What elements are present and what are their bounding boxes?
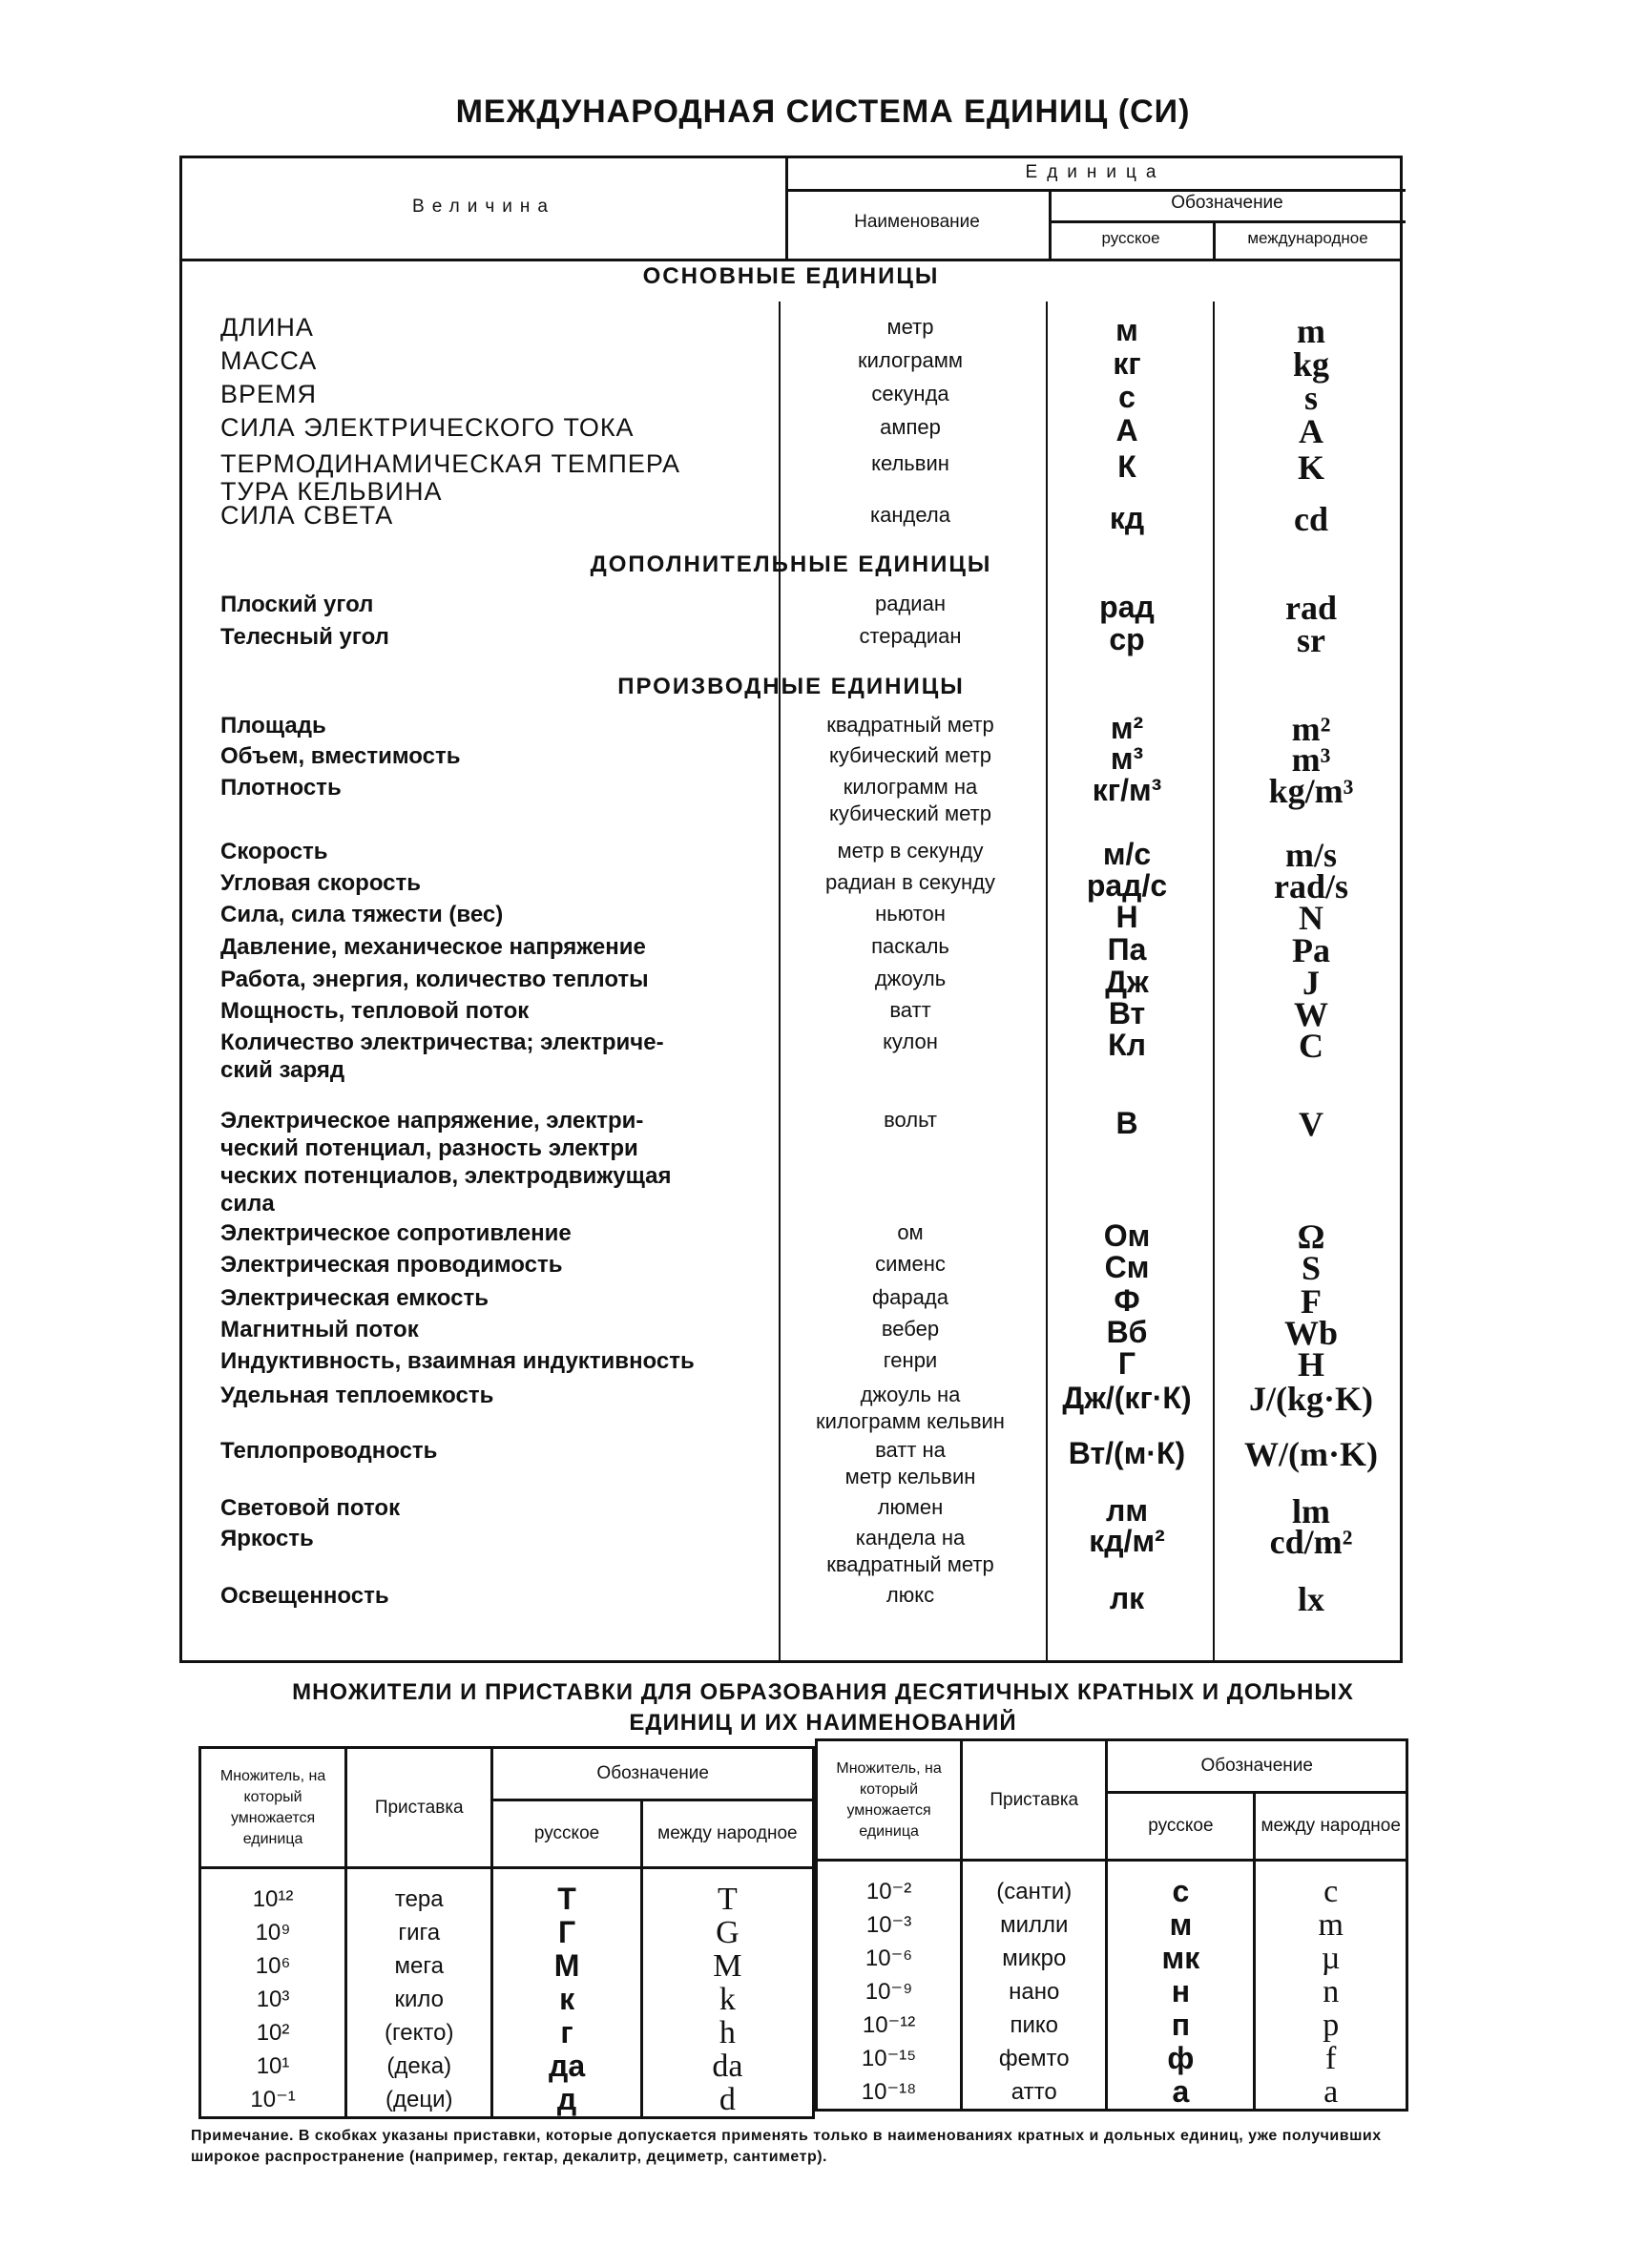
quantity-name-line: ВРЕМЯ [220, 380, 318, 408]
unit-name [785, 502, 1035, 529]
russian-symbol: п [1107, 2008, 1255, 2042]
quantity-name-line: Освещенность [220, 1583, 389, 1609]
unit-name [785, 591, 1035, 617]
prefix-row [817, 2008, 1407, 2042]
header-unit: Единица [1025, 162, 1166, 182]
russian-symbol: кд [1109, 501, 1145, 535]
quantity-name-line: Магнитный поток [220, 1317, 419, 1342]
quantity-name-line: Световой поток [220, 1495, 401, 1521]
header-russian: русское [1101, 229, 1160, 247]
international-symbol: H [1297, 1345, 1324, 1384]
prefix-left-header-prefix: Приставка [346, 1748, 492, 1868]
russian-symbol: Г [492, 1916, 641, 1949]
quantity-name-line: Давление, механическое напряжение [220, 934, 646, 960]
russian-symbol: Дж [1105, 965, 1149, 999]
international-symbol: µ [1255, 1942, 1407, 1975]
unit-name-line: кубический метр [829, 801, 991, 825]
unit-name [785, 1219, 1035, 1246]
international-symbol: da [641, 2050, 813, 2083]
prefix-row [200, 2083, 814, 2118]
russian-symbol: н [1107, 1975, 1255, 2008]
quantity-name-line: сила [220, 1191, 275, 1217]
international-symbol: W/(m·K) [1244, 1435, 1378, 1473]
russian-symbol: Н [1115, 900, 1138, 934]
international-symbol: C [1299, 1027, 1323, 1065]
si-units-table [179, 156, 1403, 1663]
international-symbol: G [641, 1916, 813, 1949]
unit-name-line: генри [883, 1348, 938, 1372]
international-symbol: m [1255, 1908, 1407, 1942]
international-symbol: W [1294, 995, 1328, 1033]
international-symbol: n [1255, 1975, 1407, 2008]
prefix-left-header-multiplier: Множитель, на который умножается единица [200, 1748, 346, 1868]
unit-name-line: кубический метр [829, 743, 991, 767]
unit-name [785, 414, 1035, 441]
russian-symbol: м² [1110, 711, 1144, 745]
prefix-name: тера [346, 1868, 492, 1917]
russian-symbol: да [492, 2050, 641, 2083]
unit-name [785, 1316, 1035, 1342]
unit-name-line: ватт [889, 998, 931, 1022]
multiplier: 10⁻¹⁸ [817, 2075, 962, 2111]
russian-symbol: м³ [1110, 741, 1144, 776]
quantity-name-line: Электрическая емкость [220, 1285, 489, 1311]
multiplier: 10¹² [200, 1868, 346, 1917]
russian-symbol: с [1107, 1861, 1255, 1909]
prefix-right-header-multiplier: Множитель, на который умножается единица [817, 1740, 962, 1861]
quantity-name-line: МАССА [220, 346, 318, 375]
multiplier: 10⁻⁶ [817, 1942, 962, 1975]
russian-symbol: Ом [1103, 1218, 1151, 1253]
quantity-name-line: Мощность, тепловой поток [220, 998, 530, 1024]
section-base-units: ОСНОВНЫЕ ЕДИНИЦЫ [642, 263, 940, 289]
unit-name-line: кандела [870, 503, 950, 527]
multiplier: 10⁹ [200, 1916, 346, 1949]
unit-name [785, 901, 1035, 927]
quantity-name-line: Скорость [220, 839, 328, 864]
prefix-row [200, 2050, 814, 2083]
page-title: МЕЖДУНАРОДНАЯ СИСТЕМА ЕДИНИЦ (СИ) [455, 94, 1191, 130]
unit-name-line: кулон [883, 1030, 938, 1053]
unit-name [785, 1494, 1035, 1521]
prefix-name: (гекто) [346, 2016, 492, 2050]
quantity-name-line: СИЛА СВЕТА [220, 501, 394, 530]
multiplier: 10⁻¹² [817, 2008, 962, 2042]
prefix-row [817, 1861, 1407, 1909]
international-symbol: m [1297, 312, 1325, 350]
multiplier: 10¹ [200, 2050, 346, 2083]
multiplier: 10⁻¹ [200, 2083, 346, 2118]
unit-name-line: сименс [875, 1252, 946, 1276]
prefix-title-line-2: ЕДИНИЦ И ИХ НАИМЕНОВАНИЙ [629, 1710, 1017, 1736]
prefix-row [817, 1975, 1407, 2008]
unit-name-line: паскаль [871, 934, 949, 958]
prefix-table-left [198, 1746, 815, 2119]
unit-name [785, 1347, 1035, 1374]
unit-name [785, 869, 1035, 896]
unit-name-line: ом [897, 1220, 924, 1244]
prefix-row [817, 1942, 1407, 1975]
prefix-row [200, 1868, 814, 1917]
russian-symbol: Вт [1108, 996, 1146, 1030]
quantity-name-line: ческий потенциал, разность электри [220, 1135, 638, 1161]
header-international: международное [1247, 229, 1368, 247]
prefix-left-header-russian: русское [492, 1800, 641, 1868]
prefix-row [200, 2016, 814, 2050]
quantity-name-line: ТЕРМОДИНАМИЧЕСКАЯ ТЕМПЕРА [220, 449, 681, 478]
russian-symbol: Т [492, 1868, 641, 1917]
russian-symbol: Кл [1108, 1028, 1146, 1062]
russian-symbol: А [1115, 413, 1138, 447]
international-symbol: V [1299, 1105, 1323, 1143]
quantity-name-line: Электрическое напряжение, электри- [220, 1108, 644, 1134]
header-quantity: Величина [412, 197, 555, 217]
international-symbol: M [641, 1949, 813, 1983]
international-symbol: cd [1294, 500, 1328, 538]
unit-name [785, 742, 1035, 769]
international-symbol: h [641, 2016, 813, 2050]
russian-symbol: См [1104, 1250, 1150, 1284]
quantity-name-line: СИЛА ЭЛЕКТРИЧЕСКОГО ТОКА [220, 413, 635, 442]
multiplier: 10⁶ [200, 1949, 346, 1983]
quantity-name-line: Индуктивность, взаимная индуктивность [220, 1348, 695, 1374]
russian-symbol: рад [1099, 590, 1155, 624]
unit-name-line: квадратный метр [826, 713, 994, 737]
prefix-right-header-symbol: Обозначение [1107, 1740, 1407, 1793]
international-symbol: lm [1292, 1492, 1330, 1530]
russian-symbol: лм [1106, 1493, 1148, 1528]
russian-symbol: с [1118, 380, 1136, 414]
russian-symbol: К [1117, 449, 1136, 484]
prefix-right-header-russian: русское [1107, 1793, 1255, 1861]
international-symbol: kg/m³ [1268, 772, 1354, 810]
prefix-name: милли [962, 1908, 1107, 1942]
prefix-row [817, 2075, 1407, 2111]
unit-name [785, 1437, 1035, 1490]
unit-name-line: стерадиан [859, 624, 962, 648]
russian-symbol: ф [1107, 2042, 1255, 2075]
section-derived-units: ПРОИЗВОДНЫЕ ЕДИНИЦЫ [617, 674, 965, 699]
prefix-name: микро [962, 1942, 1107, 1975]
unit-name-line: джоуль на [860, 1383, 961, 1406]
international-symbol: F [1301, 1282, 1322, 1321]
prefix-name: кило [346, 1983, 492, 2016]
russian-symbol: к [492, 1983, 641, 2016]
russian-symbol: Вб [1106, 1315, 1148, 1349]
international-symbol: m/s [1285, 836, 1337, 874]
russian-symbol: д [492, 2083, 641, 2118]
unit-name [785, 623, 1035, 650]
section-supplementary-units: ДОПОЛНИТЕЛЬНЫЕ ЕДИНИЦЫ [590, 551, 992, 577]
unit-name [785, 1029, 1035, 1055]
unit-name [785, 774, 1035, 827]
international-symbol: A [1299, 412, 1323, 450]
unit-name-line: джоуль [874, 967, 947, 990]
unit-name-line: люкс [886, 1583, 935, 1607]
multiplier: 10² [200, 2016, 346, 2050]
international-symbol: S [1301, 1249, 1322, 1287]
russian-symbol: В [1115, 1106, 1138, 1140]
prefix-name: гига [346, 1916, 492, 1949]
international-symbol: m³ [1291, 740, 1331, 779]
quantity-name-line: Электрическое сопротивление [220, 1220, 572, 1246]
international-symbol: J/(kg·K) [1248, 1380, 1373, 1418]
quantity-name-line: ДЛИНА [220, 313, 314, 342]
russian-symbol: м/с [1102, 837, 1152, 871]
quantity-name-line: Телесный угол [220, 624, 389, 650]
russian-symbol: Ф [1114, 1283, 1140, 1318]
international-symbol: Pa [1292, 931, 1330, 969]
unit-name-line: радиан в секунду [825, 870, 995, 894]
quantity-name-line: Площадь [220, 713, 326, 739]
prefix-name: фемто [962, 2042, 1107, 2075]
unit-name-line: люмен [877, 1495, 944, 1519]
russian-symbol: кг/м³ [1092, 773, 1162, 807]
prefix-left-header-international: между народное [641, 1800, 813, 1868]
multiplier: 10³ [200, 1983, 346, 2016]
prefix-row [200, 1983, 814, 2016]
quantity-name-line: Угловая скорость [220, 870, 422, 896]
unit-name-line: кельвин [871, 451, 949, 475]
russian-symbol: м [1107, 1908, 1255, 1942]
unit-name-line: килограмм на [843, 775, 978, 799]
international-symbol: N [1299, 899, 1323, 937]
multiplier: 10⁻³ [817, 1908, 962, 1942]
quantity-name-line: ТУРА КЕЛЬВИНА [220, 477, 443, 506]
quantity-name-line: Количество электричества; электриче- [220, 1030, 664, 1055]
multiplier: 10⁻¹⁵ [817, 2042, 962, 2075]
international-symbol: c [1255, 1861, 1407, 1909]
prefix-name: (санти) [962, 1861, 1107, 1909]
international-symbol: k [641, 1983, 813, 2016]
unit-name-line: метр [886, 315, 934, 339]
unit-name-line: вебер [881, 1317, 940, 1341]
unit-name-line: радиан [875, 592, 946, 615]
international-symbol: Ω [1297, 1217, 1325, 1256]
header-symbol: Обозначение [1171, 193, 1283, 213]
header-name: Наименование [854, 212, 980, 232]
quantity-name-line: Электрическая проводимость [220, 1252, 563, 1278]
prefix-name: (деци) [346, 2083, 492, 2118]
russian-symbol: Г [1117, 1346, 1136, 1381]
prefix-row [200, 1949, 814, 1983]
unit-name [785, 1251, 1035, 1278]
prefix-row [200, 1916, 814, 1949]
unit-name [785, 1582, 1035, 1609]
unit-name-line: ватт на [875, 1438, 946, 1462]
unit-name [785, 347, 1035, 374]
unit-name [785, 314, 1035, 341]
unit-name-line: килограмм кельвин [816, 1409, 1005, 1433]
quantity-name-line: ский заряд [220, 1057, 345, 1083]
russian-symbol: лк [1109, 1581, 1145, 1615]
international-symbol: lx [1297, 1580, 1324, 1618]
unit-name [785, 1284, 1035, 1311]
quantity-name-line: Плотность [220, 775, 342, 801]
unit-name-line: метр в секунду [837, 839, 984, 863]
unit-name [785, 838, 1035, 864]
international-symbol: cd/m² [1269, 1523, 1353, 1561]
prefix-name: (дека) [346, 2050, 492, 2083]
prefix-name: нано [962, 1975, 1107, 2008]
international-symbol: m² [1291, 710, 1331, 748]
unit-name-line: секунда [871, 382, 949, 406]
russian-symbol: м [1115, 313, 1138, 347]
quantity-name-line: ческих потенциалов, электродвижущая [220, 1163, 672, 1189]
prefix-table-right [815, 1738, 1408, 2112]
russian-symbol: кг [1113, 346, 1141, 381]
quantity-name-line: Удельная теплоемкость [220, 1383, 494, 1408]
unit-name [785, 1382, 1035, 1435]
international-symbol: p [1255, 2008, 1407, 2042]
unit-name-line: метр кельвин [844, 1465, 976, 1488]
unit-name [785, 997, 1035, 1024]
unit-name-line: ампер [880, 415, 941, 439]
quantity-name-line: Плоский угол [220, 592, 374, 617]
international-symbol: sr [1297, 621, 1325, 659]
international-symbol: s [1303, 379, 1318, 417]
international-symbol: f [1255, 2042, 1407, 2075]
russian-symbol: ср [1109, 622, 1145, 656]
quantity-name-line: Работа, энергия, количество теплоты [220, 967, 649, 992]
unit-name [785, 381, 1035, 407]
international-symbol: rad/s [1273, 867, 1348, 905]
russian-symbol: г [492, 2016, 641, 2050]
prefix-name: мега [346, 1949, 492, 1983]
international-symbol: kg [1292, 345, 1330, 384]
russian-symbol: Дж/(кг·К) [1062, 1381, 1192, 1415]
russian-symbol: Па [1107, 932, 1147, 967]
international-symbol: K [1297, 448, 1324, 487]
prefix-left-header-symbol: Обозначение [492, 1748, 814, 1800]
unit-name [785, 933, 1035, 960]
international-symbol: J [1302, 964, 1320, 1002]
russian-symbol: мк [1107, 1942, 1255, 1975]
international-symbol: d [641, 2083, 813, 2118]
russian-symbol: а [1107, 2075, 1255, 2111]
prefix-right-header-prefix: Приставка [962, 1740, 1107, 1861]
international-symbol: Wb [1283, 1314, 1339, 1352]
russian-symbol: М [492, 1949, 641, 1983]
prefix-title-line-1: МНОЖИТЕЛИ И ПРИСТАВКИ ДЛЯ ОБРАЗОВАНИЯ ДЕСЯТИЧНЫХ КРАТНЫХ И ДОЛЬНЫХ [292, 1679, 1354, 1705]
prefix-row [817, 2042, 1407, 2075]
multiplier: 10⁻⁹ [817, 1975, 962, 2008]
quantity-name-line: Сила, сила тяжести (вес) [220, 902, 504, 927]
russian-symbol: рад/с [1086, 868, 1168, 903]
unit-name-line: вольт [884, 1108, 937, 1132]
international-symbol: T [641, 1868, 813, 1917]
unit-name [785, 450, 1035, 477]
unit-name [785, 712, 1035, 739]
footnote: Примечание. В скобках указаны приставки, которые допускается применять только в наименованиях кратных и дольных единиц, уже получивших широкое распространение (например, гектар, декалитр, дециметр, сантиметр). [191, 2128, 1382, 2165]
russian-symbol: Вт/(м·К) [1068, 1436, 1186, 1470]
unit-name-line: ньютон [875, 902, 946, 926]
international-symbol: rad [1285, 589, 1337, 627]
quantity-name-line: Яркость [220, 1526, 314, 1551]
unit-name-line: фарада [872, 1285, 948, 1309]
prefix-name: атто [962, 2075, 1107, 2111]
multiplier: 10⁻² [817, 1861, 962, 1909]
quantity-name-line: Теплопроводность [220, 1438, 438, 1464]
unit-name [785, 1525, 1035, 1578]
unit-name-line: килограмм [858, 348, 963, 372]
international-symbol: a [1255, 2075, 1407, 2111]
prefix-name: пико [962, 2008, 1107, 2042]
unit-name [785, 966, 1035, 992]
prefix-row [817, 1908, 1407, 1942]
unit-name-line: квадратный метр [826, 1552, 994, 1576]
unit-name-line: кандела на [855, 1526, 966, 1550]
prefix-right-header-international: между народное [1255, 1793, 1407, 1861]
quantity-name-line: Объем, вместимость [220, 743, 461, 769]
unit-name [785, 1107, 1035, 1134]
russian-symbol: кд/м² [1089, 1524, 1165, 1558]
